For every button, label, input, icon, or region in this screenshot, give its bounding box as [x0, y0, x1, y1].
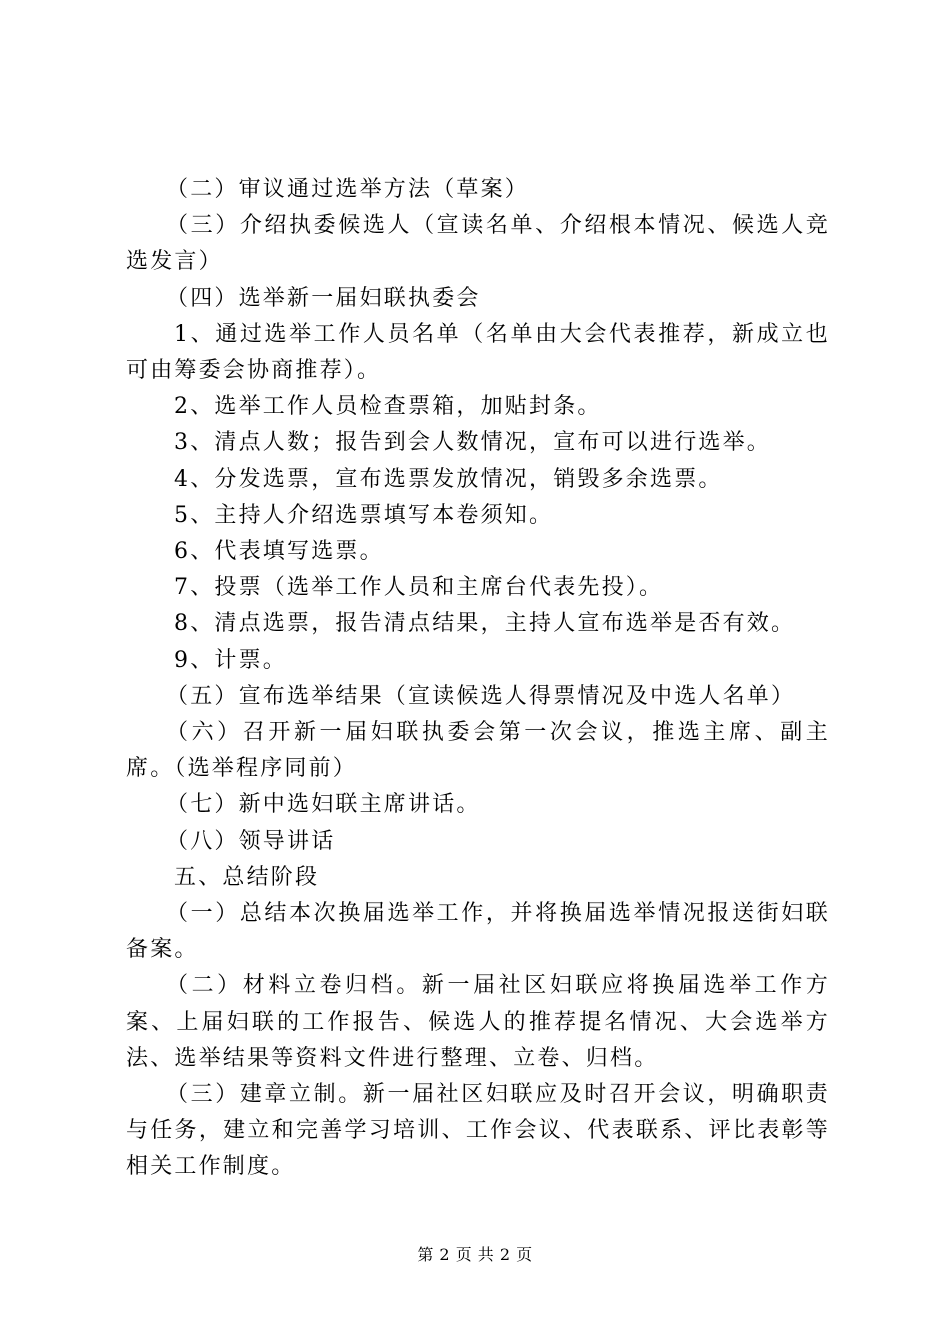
paragraph: （二）材料立卷归档。新一届社区妇联应将换届选举工作方案、上届妇联的工作报告、候选人的推荐提名情况、大会选举方法、选举结果等资料文件进行整理、立卷、归档。: [126, 973, 830, 1071]
paragraph: （一）总结本次换届选举工作，并将换届选举情况报送街妇联备案。: [126, 901, 830, 963]
paragraph: （二）审议通过选举方法（草案）: [166, 177, 530, 202]
document-body: [126, 172, 830, 1186]
paragraph: （六）召开新一届妇联执委会第一次会议，推选主席、副主席。（选举程序同前）: [126, 720, 830, 782]
paragraph: 7、投票（选举工作人员和主席台代表先投）。: [174, 575, 664, 601]
paragraph: （四）选举新一届妇联执委会: [166, 285, 481, 311]
paragraph: （七）新中选妇联主席讲话。: [166, 792, 481, 818]
paragraph: 8、清点选票，报告清点结果，主持人宣布选举是否有效。: [174, 611, 796, 637]
page-number-footer: 第 2 页 共 2 页: [417, 1245, 533, 1264]
paragraph: 6、代表填写选票。: [174, 539, 384, 565]
paragraph: 5、主持人介绍选票填写本卷须知。: [174, 502, 554, 528]
paragraph: 1、通过选举工作人员名单（名单由大会代表推荐，新成立也可由筹委会协商推荐）。: [126, 321, 830, 384]
paragraph: 4、分发选票，宣布选票发放情况，销毁多余选票。: [174, 466, 723, 492]
paragraph: （八）领导讲话: [166, 828, 336, 854]
section-heading: 五、总结阶段: [174, 864, 320, 890]
paragraph: （三）建章立制。新一届社区妇联应及时召开会议，明确职责与任务，建立和完善学习培训、工作会议、代表联系、评比表彰等相关工作制度。: [126, 1082, 830, 1180]
paragraph: 9、计票。: [174, 647, 287, 673]
paragraph: 3、清点人数；报告到会人数情况，宣布可以进行选举。: [174, 430, 771, 456]
paragraph: （三）介绍执委候选人（宣读名单、介绍根本情况、候选人竞选发言）: [126, 213, 830, 275]
paragraph: 2、选举工作人员检查票箱，加贴封条。: [174, 394, 602, 420]
paragraph: （五）宣布选举结果（宣读候选人得票情况及中选人名单）: [166, 683, 796, 709]
